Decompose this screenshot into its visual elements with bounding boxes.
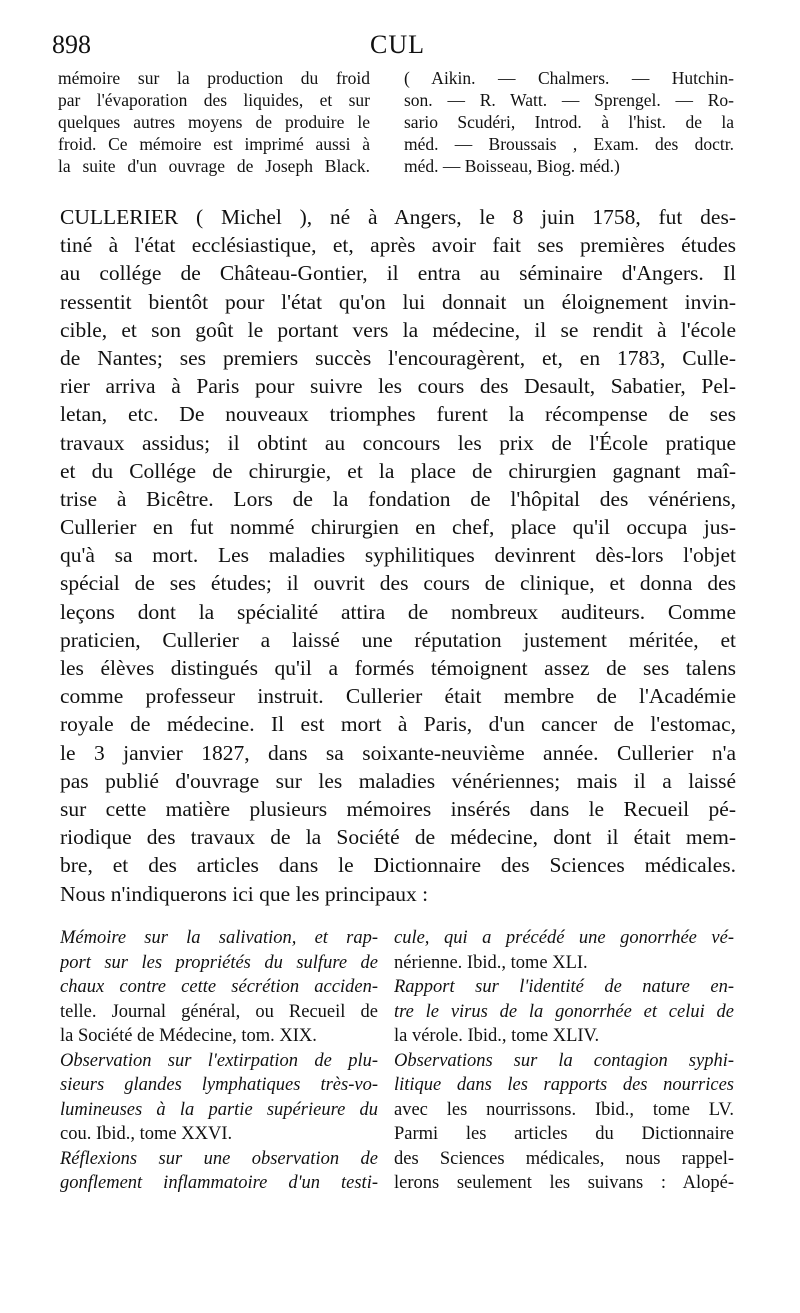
page-header [52, 30, 752, 62]
bibliography-line: des Sciences médicales, nous rappel- [394, 1148, 734, 1169]
article-line: trise à Bicêtre. Lors de la fondation de l'hôpital des vénériens, [60, 486, 736, 511]
bibliography-line: sieurs glandes lymphatiques très-vo- [60, 1075, 378, 1095]
article-line: le 3 janvier 1827, dans sa soixante-neuvième année. Cullerier n'a [60, 740, 736, 765]
bibliography-right-column [394, 926, 734, 1196]
bibliography-line: chaux contre cette sécrétion acciden- [60, 977, 378, 997]
bibliography-line: litique dans les rapports des nourrices [394, 1075, 734, 1095]
article-line: et du Collége de chirurgie, et la place de chirurgien gagnant maî- [60, 458, 736, 483]
bibliography-line: avec les nourrissons. Ibid., tome LV. [394, 1099, 734, 1120]
article-line: de Nantes; ses premiers succès l'encouragèrent, et, en 1783, Culle- [60, 345, 736, 370]
article-line: pas publié d'ouvrage sur les maladies vénériennes; mais il a laissé [60, 768, 736, 793]
article-line: sur cette matière plusieurs mémoires insérés dans le Recueil pé- [60, 796, 736, 821]
text-line: quelques autres moyens de produire le [58, 112, 370, 132]
article-line: Nous n'indiquerons ici que les principaux : [60, 881, 429, 906]
bibliography-line: tre le virus de la gonorrhée et celui de [394, 1001, 734, 1022]
bibliography-line: Réflexions sur une observation de [60, 1148, 378, 1169]
bibliography-line: la Société de Médecine, tom. XIX. [60, 1026, 317, 1046]
article-line: CULLERIER ( Michel ), né à Angers, le 8 juin 1758, fut des- [60, 205, 736, 229]
article-line: tiné à l'état ecclésiastique, et, après avoir fait ses premières études [60, 233, 736, 258]
text-line: méd. — Broussais , Exam. des doctr. [404, 134, 734, 154]
bibliography-line: Observations sur la contagion syphi- [394, 1050, 734, 1071]
article-line: spécial de ses études; il ouvrit des cours de clinique, et donna des [60, 571, 736, 596]
text-line: sario Scudéri, Introd. à l'hist. de la [404, 112, 734, 132]
article-cullerier [60, 203, 736, 908]
article-line: Cullerier en fut nommé chirurgien en chef, place qu'il occupa jus- [60, 515, 736, 540]
bibliography-left-column [60, 926, 378, 1196]
bibliography-line: telle. Journal général, ou Recueil de [60, 1001, 378, 1022]
text-line: par l'évaporation des liquides, et sur [58, 90, 370, 110]
article-line: riodique des travaux de la Société de médecine, dont il était mem- [60, 825, 736, 850]
bibliography-line: Parmi les articles du Dictionnaire [394, 1124, 734, 1144]
text-line: froid. Ce mémoire est imprimé aussi à [58, 134, 370, 154]
text-line: mémoire sur la production du froid [58, 68, 370, 88]
article-line: rier arriva à Paris pour suivre les cours des Desault, Sabatier, Pel- [60, 374, 736, 399]
article-line: travaux assidus; il obtint au concours les prix de l'École pratique [60, 430, 736, 455]
top-right-column [404, 67, 734, 177]
article-line: comme professeur instruit. Cullerier était membre de l'Académie [60, 684, 736, 709]
text-line: la suite d'un ouvrage de Joseph Black. [58, 156, 370, 176]
article-line: qu'à sa mort. Les maladies syphilitiques devinrent dès-lors l'objet [60, 543, 736, 568]
article-line: bre, et des articles dans le Dictionnaire des Sciences médicales. [60, 853, 736, 878]
article-line: letan, etc. De nouveaux triomphes furent la récompense de ses [60, 402, 736, 427]
bibliography-line: nérienne. Ibid., tome XLI. [394, 952, 588, 973]
article-line: cible, et son goût le portant vers la médecine, il se rendit à l'école [60, 317, 736, 342]
top-left-column [58, 67, 370, 177]
article-line: ressentit bientôt pour l'état qu'on lui donnait un éloignement invin- [60, 289, 736, 314]
bibliography-line: Observation sur l'extirpation de plu- [60, 1050, 378, 1071]
article-line: leçons dont la spécialité attira de nombreux auditeurs. Comme [60, 599, 736, 624]
bibliography-line: la vérole. Ibid., tome XLIV. [394, 1026, 600, 1046]
article-line: au collége de Château-Gontier, il entra au séminaire d'Angers. Il [60, 261, 736, 286]
bibliography-line: Mémoire sur la salivation, et rap- [60, 928, 378, 948]
article-line: praticien, Cullerier a laissé une réputation justement méritée, et [60, 627, 736, 652]
article-line: les élèves distingués qu'il a formés témoignent assez de ses talens [60, 656, 736, 680]
text-line: méd. — Boisseau, Biog. méd.) [404, 156, 620, 176]
bibliography-line: lerons seulement les suivans : Alopé- [394, 1173, 734, 1193]
page-number: 898 [52, 30, 91, 59]
bibliography-line: port sur les propriétés du sulfure de [60, 952, 378, 973]
bibliography-line: lumineuses à la partie supérieure du [60, 1099, 378, 1120]
text-line: ( Aikin. — Chalmers. — Hutchin- [404, 68, 734, 88]
article-line: royale de médecine. Il est mort à Paris, d'un cancer de l'estomac, [60, 712, 736, 737]
text-line: son. — R. Watt. — Sprengel. — Ro- [404, 90, 734, 110]
bibliography-line: cule, qui a précédé une gonorrhée vé- [394, 928, 734, 948]
running-head: CUL [370, 30, 425, 59]
bibliography-line: gonflement inflammatoire d'un testi- [60, 1173, 378, 1193]
bibliography-line: cou. Ibid., tome XXVI. [60, 1124, 233, 1144]
bibliography-line: Rapport sur l'identité de nature en- [394, 977, 734, 997]
